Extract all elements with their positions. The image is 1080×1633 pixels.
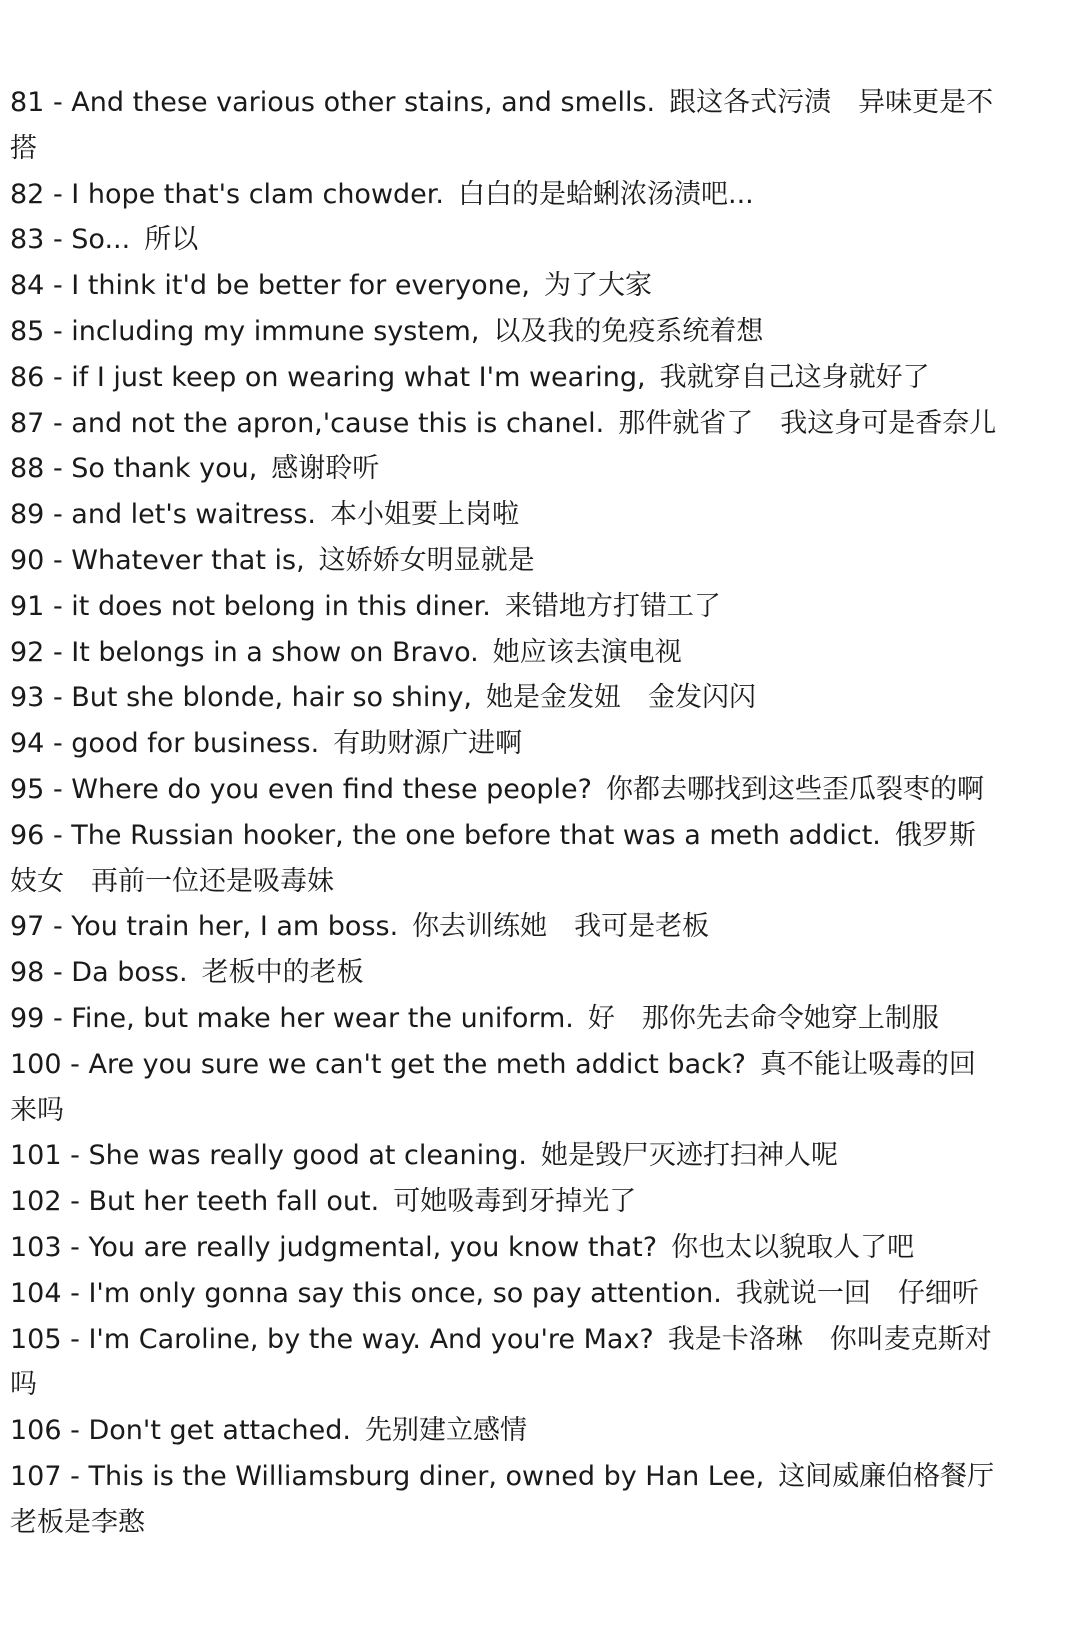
transcript-line-98: 98 - Da boss. 老板中的老板 <box>10 957 364 989</box>
english-text: But she blonde, hair so shiny, <box>71 682 473 714</box>
transcript-line-84: 84 - I think it'd be better for everyone, 为了大家 <box>10 270 652 302</box>
english-text: She was really good at cleaning. <box>88 1140 527 1172</box>
transcript-line-90: 90 - Whatever that is, 这娇娇女明显就是 <box>10 544 535 576</box>
chinese-text: 我就穿自己这身就好了 <box>659 361 930 393</box>
english-text: Don't get attached. <box>88 1415 351 1447</box>
line-number: 85 <box>10 315 45 347</box>
chinese-text: 来错地方打错工了 <box>504 590 721 622</box>
transcript-line-96: 96 - The Russian hooker, the one before that was a meth addict. 俄罗斯妓女 再前一位还是吸毒妹 <box>10 819 976 897</box>
english-text: You are really judgmental, you know that? <box>88 1231 658 1263</box>
english-text: Where do you even find these people? <box>71 773 592 805</box>
chinese-text: 先别建立感情 <box>364 1415 527 1447</box>
transcript-line-101: 101 - She was really good at cleaning. 她是毁尸灭迹打扫神人呢 <box>10 1140 838 1172</box>
line-number: 99 <box>10 1002 45 1034</box>
chinese-text: 你去训练她 我可是老板 <box>412 911 710 943</box>
english-text: if I just keep on wearing what I'm wearing, <box>71 361 646 393</box>
transcript-line-86: 86 - if I just keep on wearing what I'm wearing, 我就穿自己这身就好了 <box>10 361 930 393</box>
english-text: and let's waitress. <box>71 499 316 531</box>
chinese-text: 这娇娇女明显就是 <box>318 544 535 576</box>
english-text: Fine, but make her wear the uniform. <box>71 1002 574 1034</box>
chinese-text: 那件就省了 我这身可是香奈儿 <box>618 407 997 439</box>
line-number: 92 <box>10 636 45 668</box>
transcript-line-106: 106 - Don't get attached. 先别建立感情 <box>10 1415 527 1447</box>
english-text: This is the Williamsburg diner, owned by Han Lee, <box>88 1460 765 1492</box>
line-number: 90 <box>10 544 45 576</box>
chinese-text: 为了大家 <box>543 270 652 302</box>
line-number: 106 <box>10 1415 62 1447</box>
transcript-line-89: 89 - and let's waitress. 本小姐要上岗啦 <box>10 499 519 531</box>
chinese-text: 我就说一回 仔细听 <box>735 1277 979 1309</box>
transcript-line-94: 94 - good for business. 有助财源广进啊 <box>10 728 523 760</box>
transcript-line-100: 100 - Are you sure we can't get the meth addict back? 真不能让吸毒的回来吗 <box>10 1048 976 1126</box>
line-number: 104 <box>10 1277 62 1309</box>
english-text: I'm only gonna say this once, so pay attention. <box>88 1277 722 1309</box>
line-number: 93 <box>10 682 45 714</box>
transcript-line-91: 91 - it does not belong in this diner. 来错地方打错工了 <box>10 590 721 622</box>
transcript-line-95: 95 - Where do you even find these people? 你都去哪找到这些歪瓜裂枣的啊 <box>10 773 984 805</box>
line-number: 98 <box>10 957 45 989</box>
english-text: But her teeth fall out. <box>88 1186 380 1218</box>
english-text: including my immune system, <box>71 315 480 347</box>
line-number: 88 <box>10 453 45 485</box>
chinese-text: 白白的是蛤蜊浓汤渍吧... <box>457 178 754 210</box>
english-text: and not the apron,'cause this is chanel. <box>71 407 605 439</box>
transcript-line-85: 85 - including my immune system, 以及我的免疫系统着想 <box>10 315 764 347</box>
chinese-text: 这间威廉伯格餐厅老板是李憨 <box>10 1460 995 1538</box>
english-text: So thank you, <box>71 453 258 485</box>
line-number: 102 <box>10 1186 62 1218</box>
line-number: 82 <box>10 178 45 210</box>
line-number: 91 <box>10 590 45 622</box>
line-number: 94 <box>10 728 45 760</box>
chinese-text: 你都去哪找到这些歪瓜裂枣的啊 <box>606 773 984 805</box>
transcript-line-93: 93 - But she blonde, hair so shiny, 她是金发妞 金发闪闪 <box>10 682 757 714</box>
transcript-line-99: 99 - Fine, but make her wear the uniform. 好 那你先去命令她穿上制服 <box>10 1002 939 1034</box>
transcript-line-81: 81 - And these various other stains, and smells. 跟这各式污渍 异味更是不搭 <box>10 87 994 164</box>
chinese-text: 感谢聆听 <box>271 453 380 485</box>
chinese-text: 好 那你先去命令她穿上制服 <box>587 1002 939 1034</box>
transcript-line-82: 82 - I hope that's clam chowder. 白白的是蛤蜊浓汤渍吧... <box>10 178 754 210</box>
chinese-text: 有助财源广进啊 <box>333 728 523 760</box>
line-number: 95 <box>10 773 45 805</box>
line-number: 81 <box>10 87 45 118</box>
transcript-line-88: 88 - So thank you, 感谢聆听 <box>10 453 380 485</box>
english-text: The Russian hooker, the one before that was a meth addict. <box>71 819 881 851</box>
line-number: 100 <box>10 1048 62 1080</box>
english-text: It belongs in a show on Bravo. <box>71 636 479 668</box>
chinese-text: 她是金发妞 金发闪闪 <box>486 682 757 714</box>
chinese-text: 真不能让吸毒的回来吗 <box>10 1048 976 1126</box>
english-text: Whatever that is, <box>71 544 305 576</box>
english-text: I hope that's clam chowder. <box>71 178 444 210</box>
chinese-text: 老板中的老板 <box>201 957 364 989</box>
transcript-line-102: 102 - But her teeth fall out. 可她吸毒到牙掉光了 <box>10 1186 637 1218</box>
line-number: 86 <box>10 361 45 393</box>
subtitle-transcript <box>10 80 1000 1546</box>
english-text: Da boss. <box>71 957 188 989</box>
line-number: 101 <box>10 1140 62 1172</box>
english-text: And these various other stains, and smells. <box>71 87 656 118</box>
chinese-text: 俄罗斯妓女 再前一位还是吸毒妹 <box>10 819 976 897</box>
chinese-text: 她应该去演电视 <box>492 636 682 668</box>
line-number: 89 <box>10 499 45 531</box>
english-text: You train her, I am boss. <box>71 911 399 943</box>
chinese-text: 我是卡洛琳 你叫麦克斯对吗 <box>10 1323 992 1401</box>
chinese-text: 可她吸毒到牙掉光了 <box>393 1186 637 1218</box>
line-number: 96 <box>10 819 45 851</box>
transcript-line-103: 103 - You are really judgmental, you know that? 你也太以貌取人了吧 <box>10 1231 915 1263</box>
transcript-line-83: 83 - So... 所以 <box>10 224 199 256</box>
chinese-text: 跟这各式污渍 异味更是不搭 <box>10 87 994 164</box>
transcript-line-105: 105 - I'm Caroline, by the way. And you're Max? 我是卡洛琳 你叫麦克斯对吗 <box>10 1323 992 1401</box>
english-text: good for business. <box>71 728 320 760</box>
transcript-line-97: 97 - You train her, I am boss. 你去训练她 我可是老板 <box>10 911 710 943</box>
line-number: 87 <box>10 407 45 439</box>
chinese-text: 以及我的免疫系统着想 <box>493 315 764 347</box>
english-text: I'm Caroline, by the way. And you're Max? <box>88 1323 654 1355</box>
english-text: Are you sure we can't get the meth addict back? <box>88 1048 746 1080</box>
line-number: 107 <box>10 1460 62 1492</box>
line-number: 105 <box>10 1323 62 1355</box>
transcript-line-107: 107 - This is the Williamsburg diner, owned by Han Lee, 这间威廉伯格餐厅老板是李憨 <box>10 1460 995 1538</box>
transcript-line-92: 92 - It belongs in a show on Bravo. 她应该去演电视 <box>10 636 682 668</box>
chinese-text: 她是毁尸灭迹打扫神人呢 <box>540 1140 838 1172</box>
line-number: 97 <box>10 911 45 943</box>
english-text: So... <box>71 224 131 256</box>
line-number: 83 <box>10 224 45 256</box>
line-number: 84 <box>10 270 45 302</box>
transcript-line-104: 104 - I'm only gonna say this once, so pay attention. 我就说一回 仔细听 <box>10 1277 979 1309</box>
line-number: 103 <box>10 1231 62 1263</box>
english-text: it does not belong in this diner. <box>71 590 491 622</box>
chinese-text: 本小姐要上岗啦 <box>329 499 519 531</box>
chinese-text: 所以 <box>144 224 199 256</box>
english-text: I think it'd be better for everyone, <box>71 270 530 302</box>
transcript-line-87: 87 - and not the apron,'cause this is chanel. 那件就省了 我这身可是香奈儿 <box>10 407 997 439</box>
chinese-text: 你也太以貌取人了吧 <box>671 1231 915 1263</box>
